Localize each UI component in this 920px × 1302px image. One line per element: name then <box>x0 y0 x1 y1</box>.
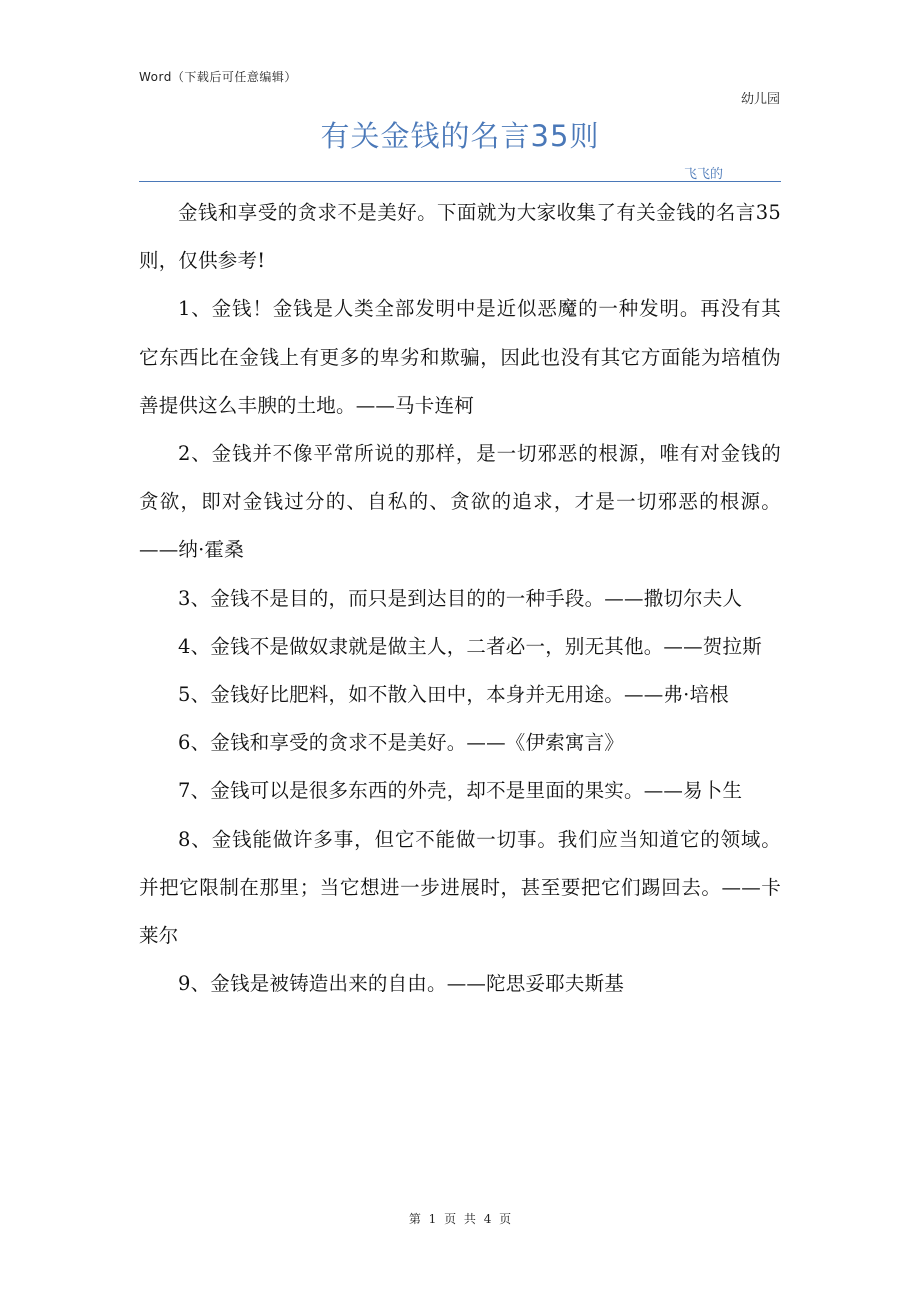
document-body <box>139 189 781 1008</box>
quote-paragraph-4: 4、金钱不是做奴隶就是做主人，二者必一，别无其他。——贺拉斯 <box>178 634 762 658</box>
quote-paragraph-6: 6、金钱和享受的贪求不是美好。——《伊索寓言》 <box>178 731 625 755</box>
page-number: 第 1 页 共 4 页 <box>408 1212 512 1226</box>
category-label: 幼儿园 <box>740 92 780 107</box>
download-note: Word（下载后可任意编辑） <box>139 70 297 84</box>
author-name: 飞飞的 <box>684 167 724 182</box>
quote-paragraph-2: 2、金钱并不像平常所说的那样，是一切邪恶的根源，唯有对金钱的贪欲，即对金钱过分的、自私的、贪欲的追求，才是一切邪恶的根源。——纳·霍桑 <box>139 442 781 562</box>
quote-paragraph-1: 1、金钱！金钱是人类全部发明中是近似恶魔的一种发明。再没有其它东西比在金钱上有更多的卑劣和欺骗，因此也没有其它方面能为培植伪善提供这么丰腴的土地。——马卡连柯 <box>139 297 781 417</box>
title-divider <box>139 181 781 182</box>
page-title: 有关金钱的名言35则 <box>320 119 600 153</box>
quote-paragraph-7: 7、金钱可以是很多东西的外壳，却不是里面的果实。——易卜生 <box>178 779 743 803</box>
quote-paragraph-3: 3、金钱不是目的，而只是到达目的的一种手段。——撒切尔夫人 <box>178 586 743 610</box>
intro-paragraph: 金钱和享受的贪求不是美好。下面就为大家收集了有关金钱的名言35则，仅供参考! <box>139 201 781 273</box>
quote-paragraph-8: 8、金钱能做许多事，但它不能做一切事。我们应当知道它的领域。并把它限制在那里；当它想进一步进展时，甚至要把它们踢回去。——卡莱尔 <box>139 827 781 948</box>
quote-paragraph-5: 5、金钱好比肥料，如不散入田中，本身并无用途。——弗·培根 <box>178 683 729 707</box>
quote-paragraph-9: 9、金钱是被铸造出来的自由。——陀思妥耶夫斯基 <box>178 972 625 996</box>
